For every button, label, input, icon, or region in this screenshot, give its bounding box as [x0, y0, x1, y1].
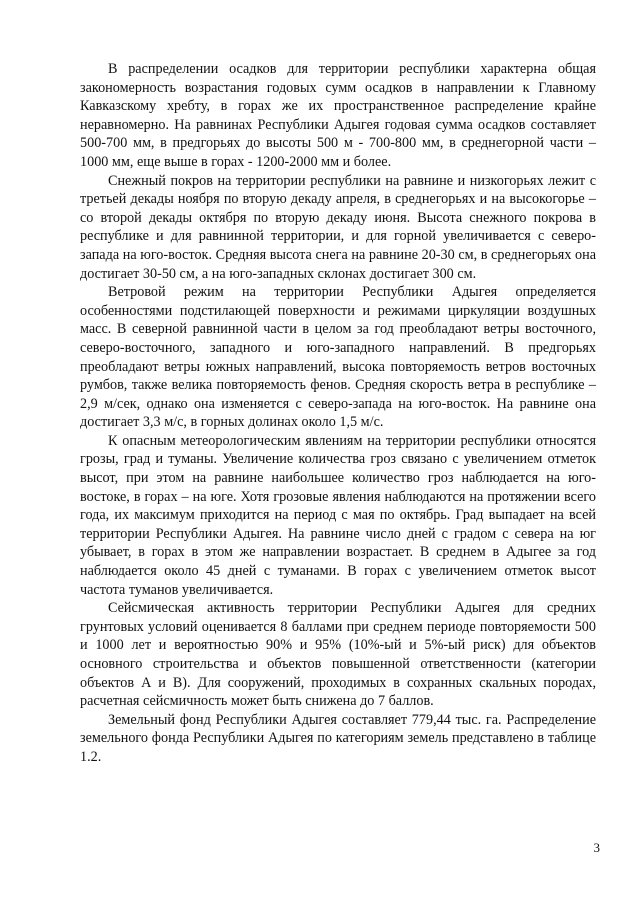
paragraph-snow-cover: Снежный покров на территории республики на равнине и низкогорьях лежит с третьей декады ноября по вторую декаду апреля, в среднегорьях и на высокогорье – со второй декады октября по вторую декаду июня. Высота снежного покрова в республике и для равнинной территории, и для горной увеличивается с северо-запада на юго-восток. Средняя высота снега на равнине 20-30 см, в среднегорьях она достигает 30-50 см, а на юго-западных склонах достигает 300 см.: [80, 172, 596, 282]
document-body: [80, 60, 596, 767]
paragraph-seismic-activity: Сейсмическая активность территории Республики Адыгея для средних грунтовых условий оценивается 8 баллами при среднем периоде повторяемости 500 и 1000 лет и вероятностью 90% и 95% (10%-ый и 5%-ый риск) для объектов основного строительства и объектов повышенной ответственности (категории объектов А и В). Для сооружений, проходимых в сохранных скальных породах, расчетная сейсмичность может быть снижена до 7 баллов.: [80, 600, 596, 710]
paragraph-land-fund: Земельный фонд Республики Адыгея составляет 779,44 тыс. га. Распределение земельного фонда Республики Адыгея по категориям земель представлено в таблице 1.2.: [80, 711, 596, 765]
page-number: 3: [593, 840, 600, 855]
paragraph-hazardous-weather: К опасным метеорологическим явлениям на территории республики относятся грозы, град и туманы. Увеличение количества гроз связано с увеличением отметок высот, при этом на равнине наибольшее количество гроз наблюдается на юго-востоке, в горах – на юге. Хотя грозовые явления наблюдаются на протяжении всего года, их максимум приходится на период с мая по октябрь. Град выпадает на всей территории Республики Адыгея. На равнине число дней с градом с севера на юг убывает, в горах в этом же направлении возрастает. В среднем в Адыгее за год наблюдается около 45 дней с туманами. В горах с увеличением отметок высот частота туманов увеличивается.: [80, 432, 596, 598]
paragraph-wind-regime: Ветровой режим на территории Республики Адыгея определяется особенностями подстилающей поверхности и режимами циркуляции воздушных масс. В северной равнинной части в целом за год преобладают ветры восточного, северо-восточного, западного и юго-западного направлений. В предгорьях преобладают ветры южных направлений, высока повторяемость ветров восточных румбов, также велика повторяемость фенов. Средняя скорость ветра в республике – 2,9 м/сек, однако она изменяется с северо-запада на юго-восток. На равнине она достигает 3,3 м/с, в горных долинах около 1,5 м/с.: [80, 284, 596, 431]
paragraph-precipitation: В распределении осадков для территории республики характерна общая закономерность возрастания годовых сумм осадков в направлении к Главному Кавказскому хребту, в горах же их пространственное распределение крайне неравномерно. На равнинах Республики Адыгея годовая сумма осадков составляет 500-700 мм, в предгорьях до высоты 500 м - 700-800 мм, в среднегорной части – 1000 мм, еще выше в горах - 1200-2000 мм и более.: [80, 61, 596, 170]
